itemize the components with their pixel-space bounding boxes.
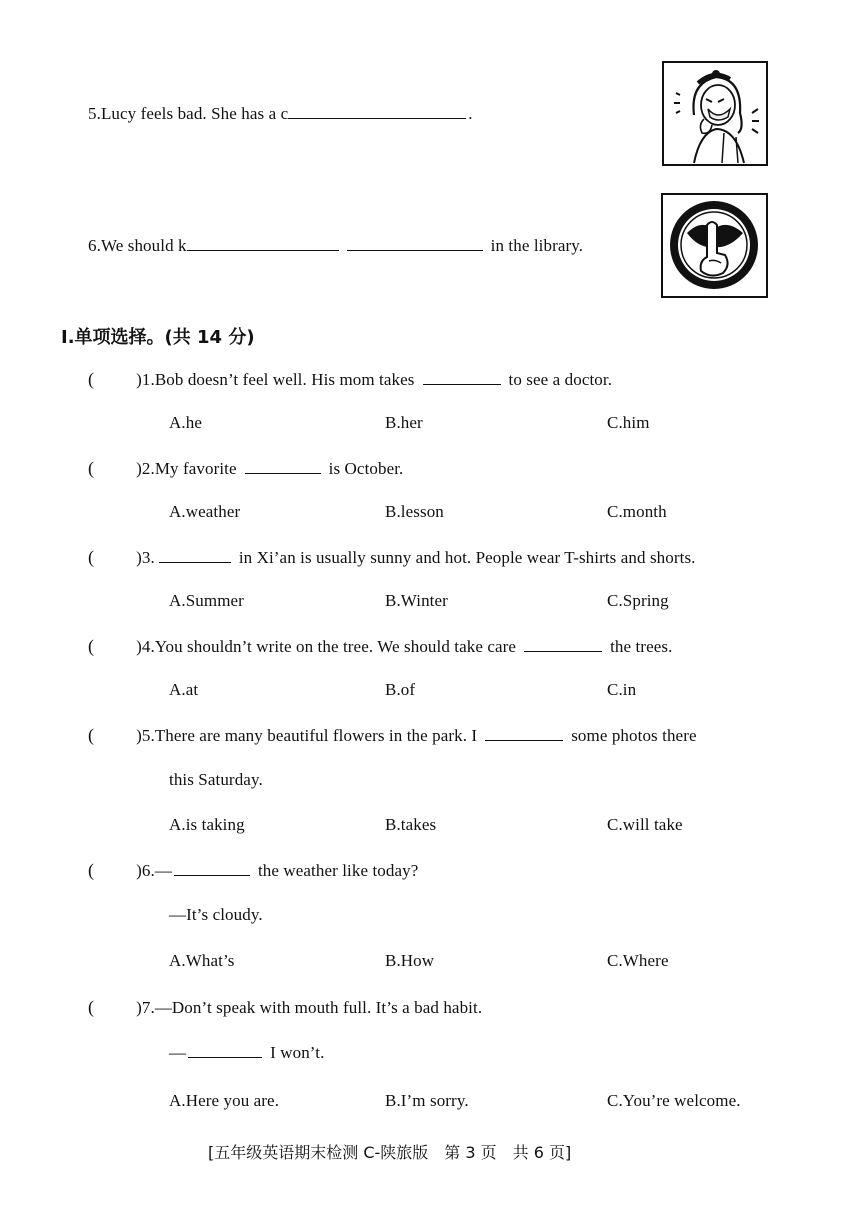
option-b[interactable]: B.Winter	[385, 591, 448, 610]
answer-paren-open[interactable]: (	[88, 860, 95, 880]
blank[interactable]	[423, 370, 501, 385]
question-stem: 4.You shouldn’t write on the tree. We should take care	[141, 637, 517, 656]
option-c[interactable]: C.month	[607, 502, 667, 521]
answer-paren-close: )	[136, 370, 142, 389]
question-reply	[169, 1043, 324, 1063]
answer-paren-close: )	[136, 861, 142, 880]
question-stem: the trees.	[610, 637, 673, 656]
question-stem: 5.There are many beautiful flowers in the park. I	[141, 726, 478, 745]
question-stem: 2.My favorite	[141, 459, 237, 478]
fill-in-5-end: .	[468, 104, 473, 123]
question-stem: in Xi’an is usually sunny and hot. People wear T-shirts and shorts.	[238, 548, 696, 567]
question-7	[88, 997, 482, 1018]
blank[interactable]	[174, 861, 250, 876]
option-a[interactable]: A.at	[169, 680, 199, 699]
page-footer: [五年级英语期末检测 C-陕旅版 第 3 页 共 6 页]	[208, 1143, 572, 1162]
option-c[interactable]: C.Spring	[607, 591, 669, 610]
reply-dash: —	[169, 1043, 187, 1062]
fill-in-5-text: 5.Lucy feels bad. She has a c	[88, 104, 289, 123]
option-a[interactable]: A.Here you are.	[169, 1091, 280, 1110]
fill-in-6	[88, 236, 583, 256]
option-a[interactable]: A.Summer	[169, 591, 244, 610]
answer-paren-open[interactable]: (	[88, 547, 95, 567]
question-stem: some photos there	[571, 726, 697, 745]
question-6	[88, 860, 418, 881]
fill-in-6-end: in the library.	[490, 236, 584, 255]
blank[interactable]	[159, 548, 231, 563]
answer-paren-close: )	[136, 998, 142, 1017]
blank[interactable]	[188, 1043, 262, 1058]
option-c[interactable]: C.him	[607, 413, 650, 432]
answer-paren-open[interactable]: (	[88, 636, 95, 656]
option-b[interactable]: B.How	[385, 951, 435, 970]
option-a[interactable]: A.What’s	[169, 951, 235, 970]
question-2	[88, 458, 403, 479]
question-stem: the weather like today?	[257, 861, 419, 880]
option-c[interactable]: C.You’re welcome.	[607, 1091, 741, 1110]
option-b[interactable]: B.I’m sorry.	[385, 1091, 469, 1110]
coughing-girl-icon	[664, 63, 766, 164]
question-1	[88, 369, 612, 390]
question-stem: 6.—	[141, 861, 172, 880]
answer-paren-open[interactable]: (	[88, 997, 95, 1017]
question-3	[88, 547, 696, 568]
question-stem: is October.	[328, 459, 404, 478]
option-c[interactable]: C.in	[607, 680, 637, 699]
blank[interactable]	[187, 236, 339, 251]
question-stem-continued: this Saturday.	[169, 770, 263, 789]
option-c[interactable]: C.will take	[607, 815, 683, 834]
option-a[interactable]: A.he	[169, 413, 202, 432]
option-b[interactable]: B.her	[385, 413, 423, 432]
option-b[interactable]: B.of	[385, 680, 416, 699]
quiet-sign-icon	[663, 195, 766, 296]
question-stem: 1.Bob doesn’t feel well. His mom takes	[141, 370, 415, 389]
keep-quiet-picture	[661, 193, 768, 298]
blank[interactable]	[347, 236, 483, 251]
question-stem: 3.	[141, 548, 155, 567]
option-c[interactable]: C.Where	[607, 951, 669, 970]
fill-in-6-text: 6.We should k	[88, 236, 187, 255]
blank[interactable]	[524, 637, 602, 652]
answer-paren-close: )	[136, 548, 142, 567]
fill-in-5	[88, 104, 473, 124]
question-4	[88, 636, 672, 657]
question-stem: to see a doctor.	[508, 370, 613, 389]
sick-girl-cough-picture	[662, 61, 768, 166]
reply-text: I won’t.	[270, 1043, 325, 1062]
option-b[interactable]: B.takes	[385, 815, 437, 834]
answer-paren-close: )	[136, 459, 142, 478]
option-a[interactable]: A.weather	[169, 502, 241, 521]
blank[interactable]	[245, 459, 321, 474]
question-reply: —It’s cloudy.	[169, 905, 263, 924]
blank[interactable]	[485, 726, 563, 741]
answer-paren-close: )	[136, 726, 142, 745]
option-b[interactable]: B.lesson	[385, 502, 444, 521]
answer-paren-open[interactable]: (	[88, 369, 95, 389]
answer-paren-open[interactable]: (	[88, 725, 95, 745]
question-5	[88, 725, 697, 746]
question-stem: 7.—Don’t speak with mouth full. It’s a bad habit.	[141, 998, 483, 1017]
answer-paren-close: )	[136, 637, 142, 656]
answer-paren-open[interactable]: (	[88, 458, 95, 478]
section-title: Ⅰ.单项选择。(共 14 分)	[61, 327, 255, 348]
blank[interactable]	[288, 104, 466, 119]
option-a[interactable]: A.is taking	[169, 815, 245, 834]
